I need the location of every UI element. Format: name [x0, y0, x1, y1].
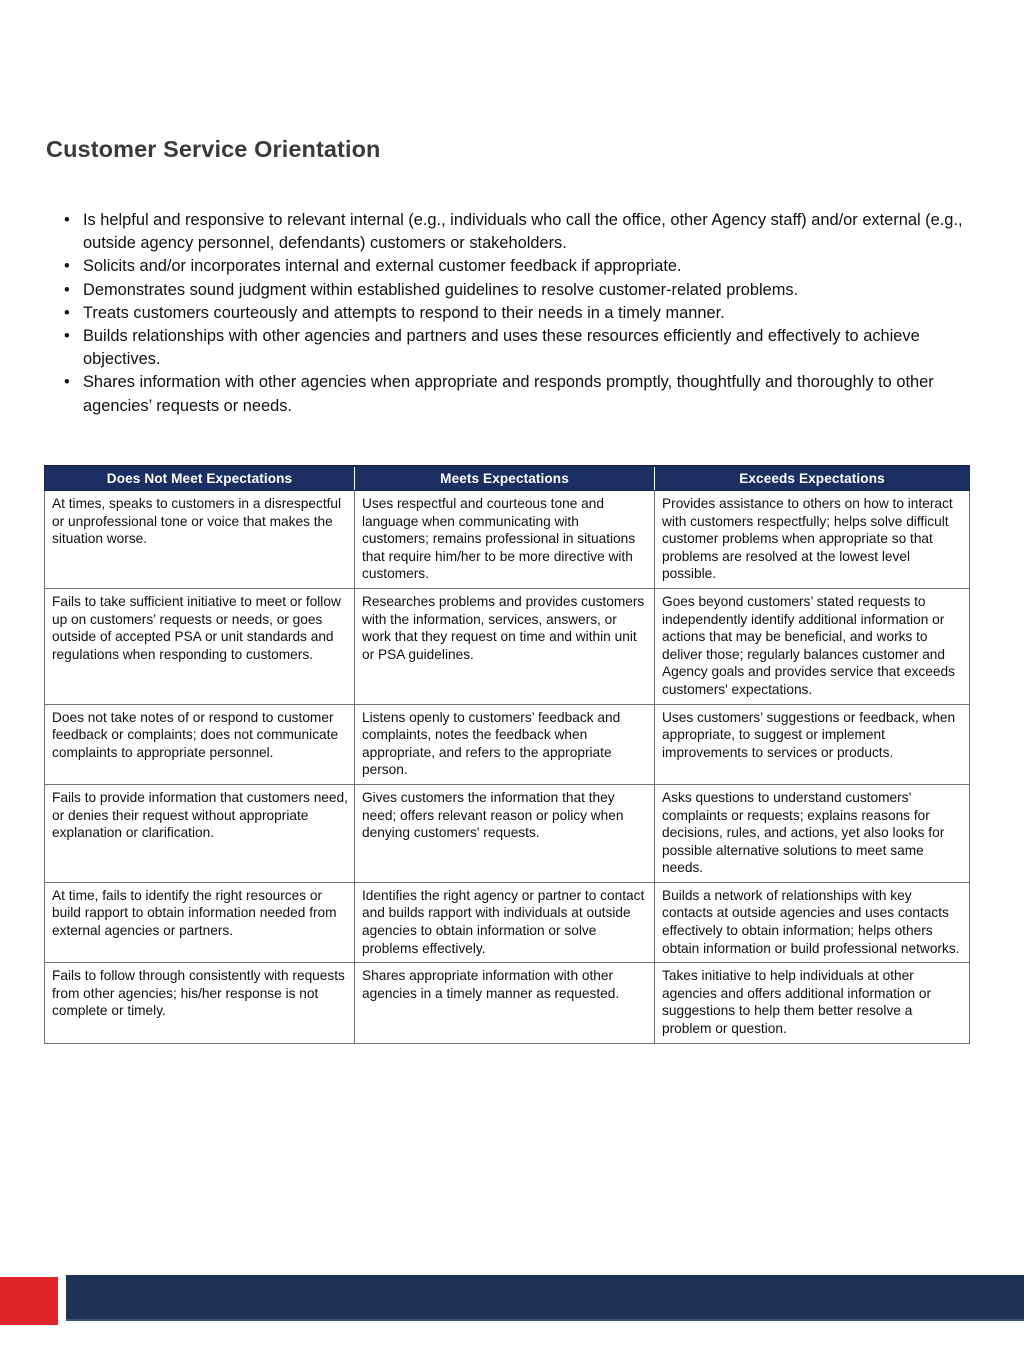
list-item-text: Solicits and/or incorporates internal and external customer feedback if appropriate. — [83, 257, 682, 276]
cell-exceeds: Provides assistance to others on how to interact with customers respectfully; helps solve difficult customer problems when appropriate so that problems are resolved at the lowest level possible. — [655, 491, 970, 589]
bullet-dot-icon: • — [64, 373, 70, 392]
footer-divider — [66, 1319, 1024, 1321]
table-header-row — [45, 466, 970, 491]
footer-red-accent-block — [0, 1277, 58, 1325]
footer-navy-bar — [66, 1275, 1024, 1319]
column-header-does-not-meet: Does Not Meet Expectations — [45, 466, 355, 491]
list-item — [58, 209, 974, 255]
table-row — [45, 588, 970, 704]
cell-does-not-meet: Fails to provide information that customers need, or denies their request without appropriate explanation or clarification. — [45, 784, 355, 882]
cell-meets: Gives customers the information that they need; offers relevant reason or policy when denying customers' requests. — [355, 784, 655, 882]
cell-meets: Shares appropriate information with other agencies in a timely manner as requested. — [355, 963, 655, 1043]
table-row — [45, 784, 970, 882]
table-row — [45, 704, 970, 784]
cell-exceeds: Takes initiative to help individuals at other agencies and offers additional information or suggestions to help them better resolve a problem or question. — [655, 963, 970, 1043]
bullet-dot-icon: • — [64, 211, 70, 229]
list-item-text: Builds relationships with other agencies and partners and uses these resources efficiently and effectively to achieve objectives. — [83, 327, 920, 369]
table-row — [45, 491, 970, 589]
bullet-dot-icon: • — [64, 280, 70, 299]
cell-exceeds: Builds a network of relationships with key contacts at outside agencies and uses contacts effectively to obtain information; helps others obtain information or build professional networks. — [655, 882, 970, 962]
cell-does-not-meet: Fails to take sufficient initiative to meet or follow up on customers’ requests or needs, or goes outside of accepted PSA or unit standards and regulations when responding to customers. — [45, 588, 355, 704]
cell-meets: Identifies the right agency or partner to contact and builds rapport with individuals at outside agencies to obtain information or solve problems effectively. — [355, 882, 655, 962]
list-item — [58, 371, 974, 417]
table-row — [45, 963, 970, 1043]
cell-exceeds: Uses customers’ suggestions or feedback, when appropriate, to suggest or implement improvements to services or products. — [655, 704, 970, 784]
cell-exceeds: Asks questions to understand customers’ complaints or requests; explains reasons for decisions, rules, and actions, yet also looks for possible alternative solutions to meet same needs. — [655, 784, 970, 882]
cell-does-not-meet: Fails to follow through consistently with requests from other agencies; his/her response is not complete or timely. — [45, 963, 355, 1043]
bullet-dot-icon: • — [64, 327, 70, 346]
list-item-text: Demonstrates sound judgment within established guidelines to resolve customer-related problems. — [83, 280, 799, 299]
column-header-meets: Meets Expectations — [355, 466, 655, 491]
cell-meets: Researches problems and provides customers with the information, services, answers, or work that they request on time and within unit or PSA guidelines. — [355, 588, 655, 704]
table-row — [45, 882, 970, 962]
bullet-dot-icon: • — [64, 257, 70, 276]
cell-does-not-meet: Does not take notes of or respond to customer feedback or complaints; does not communicate complaints to appropriate personnel. — [45, 704, 355, 784]
list-item — [58, 325, 974, 371]
list-item-text: Shares information with other agencies when appropriate and responds promptly, thoughtfully and thoroughly to other agencies’ requests or needs. — [83, 373, 934, 415]
cell-exceeds: Goes beyond customers’ stated requests to independently identify additional information or actions that may be beneficial, and works to deliver those; regularly balances customer and Agency goals and provides service that exceeds customers' expectations. — [655, 588, 970, 704]
cell-does-not-meet: At time, fails to identify the right resources or build rapport to obtain information needed from external agencies or partners. — [45, 882, 355, 962]
competency-bullet-list — [58, 209, 974, 418]
list-item — [58, 279, 974, 302]
cell-meets: Uses respectful and courteous tone and language when communicating with customers; remains professional in situations that require him/her to be more directive with customers. — [355, 491, 655, 589]
column-header-exceeds: Exceeds Expectations — [655, 466, 970, 491]
performance-rubric-table — [44, 465, 970, 1044]
bullet-dot-icon: • — [64, 303, 70, 322]
list-item — [58, 255, 974, 278]
list-item-text: Is helpful and responsive to relevant internal (e.g., individuals who call the office, other Agency staff) and/or external (e.g., outside agency personnel, defendants) customers or stakeholders. — [83, 211, 963, 253]
cell-meets: Listens openly to customers’ feedback and complaints, notes the feedback when appropriate, and refers to the appropriate person. — [355, 704, 655, 784]
list-item — [58, 302, 974, 325]
page-title: Customer Service Orientation — [46, 135, 381, 162]
cell-does-not-meet: At times, speaks to customers in a disrespectful or unprofessional tone or voice that makes the situation worse. — [45, 491, 355, 589]
list-item-text: Treats customers courteously and attempts to respond to their needs in a timely manner. — [83, 303, 725, 322]
